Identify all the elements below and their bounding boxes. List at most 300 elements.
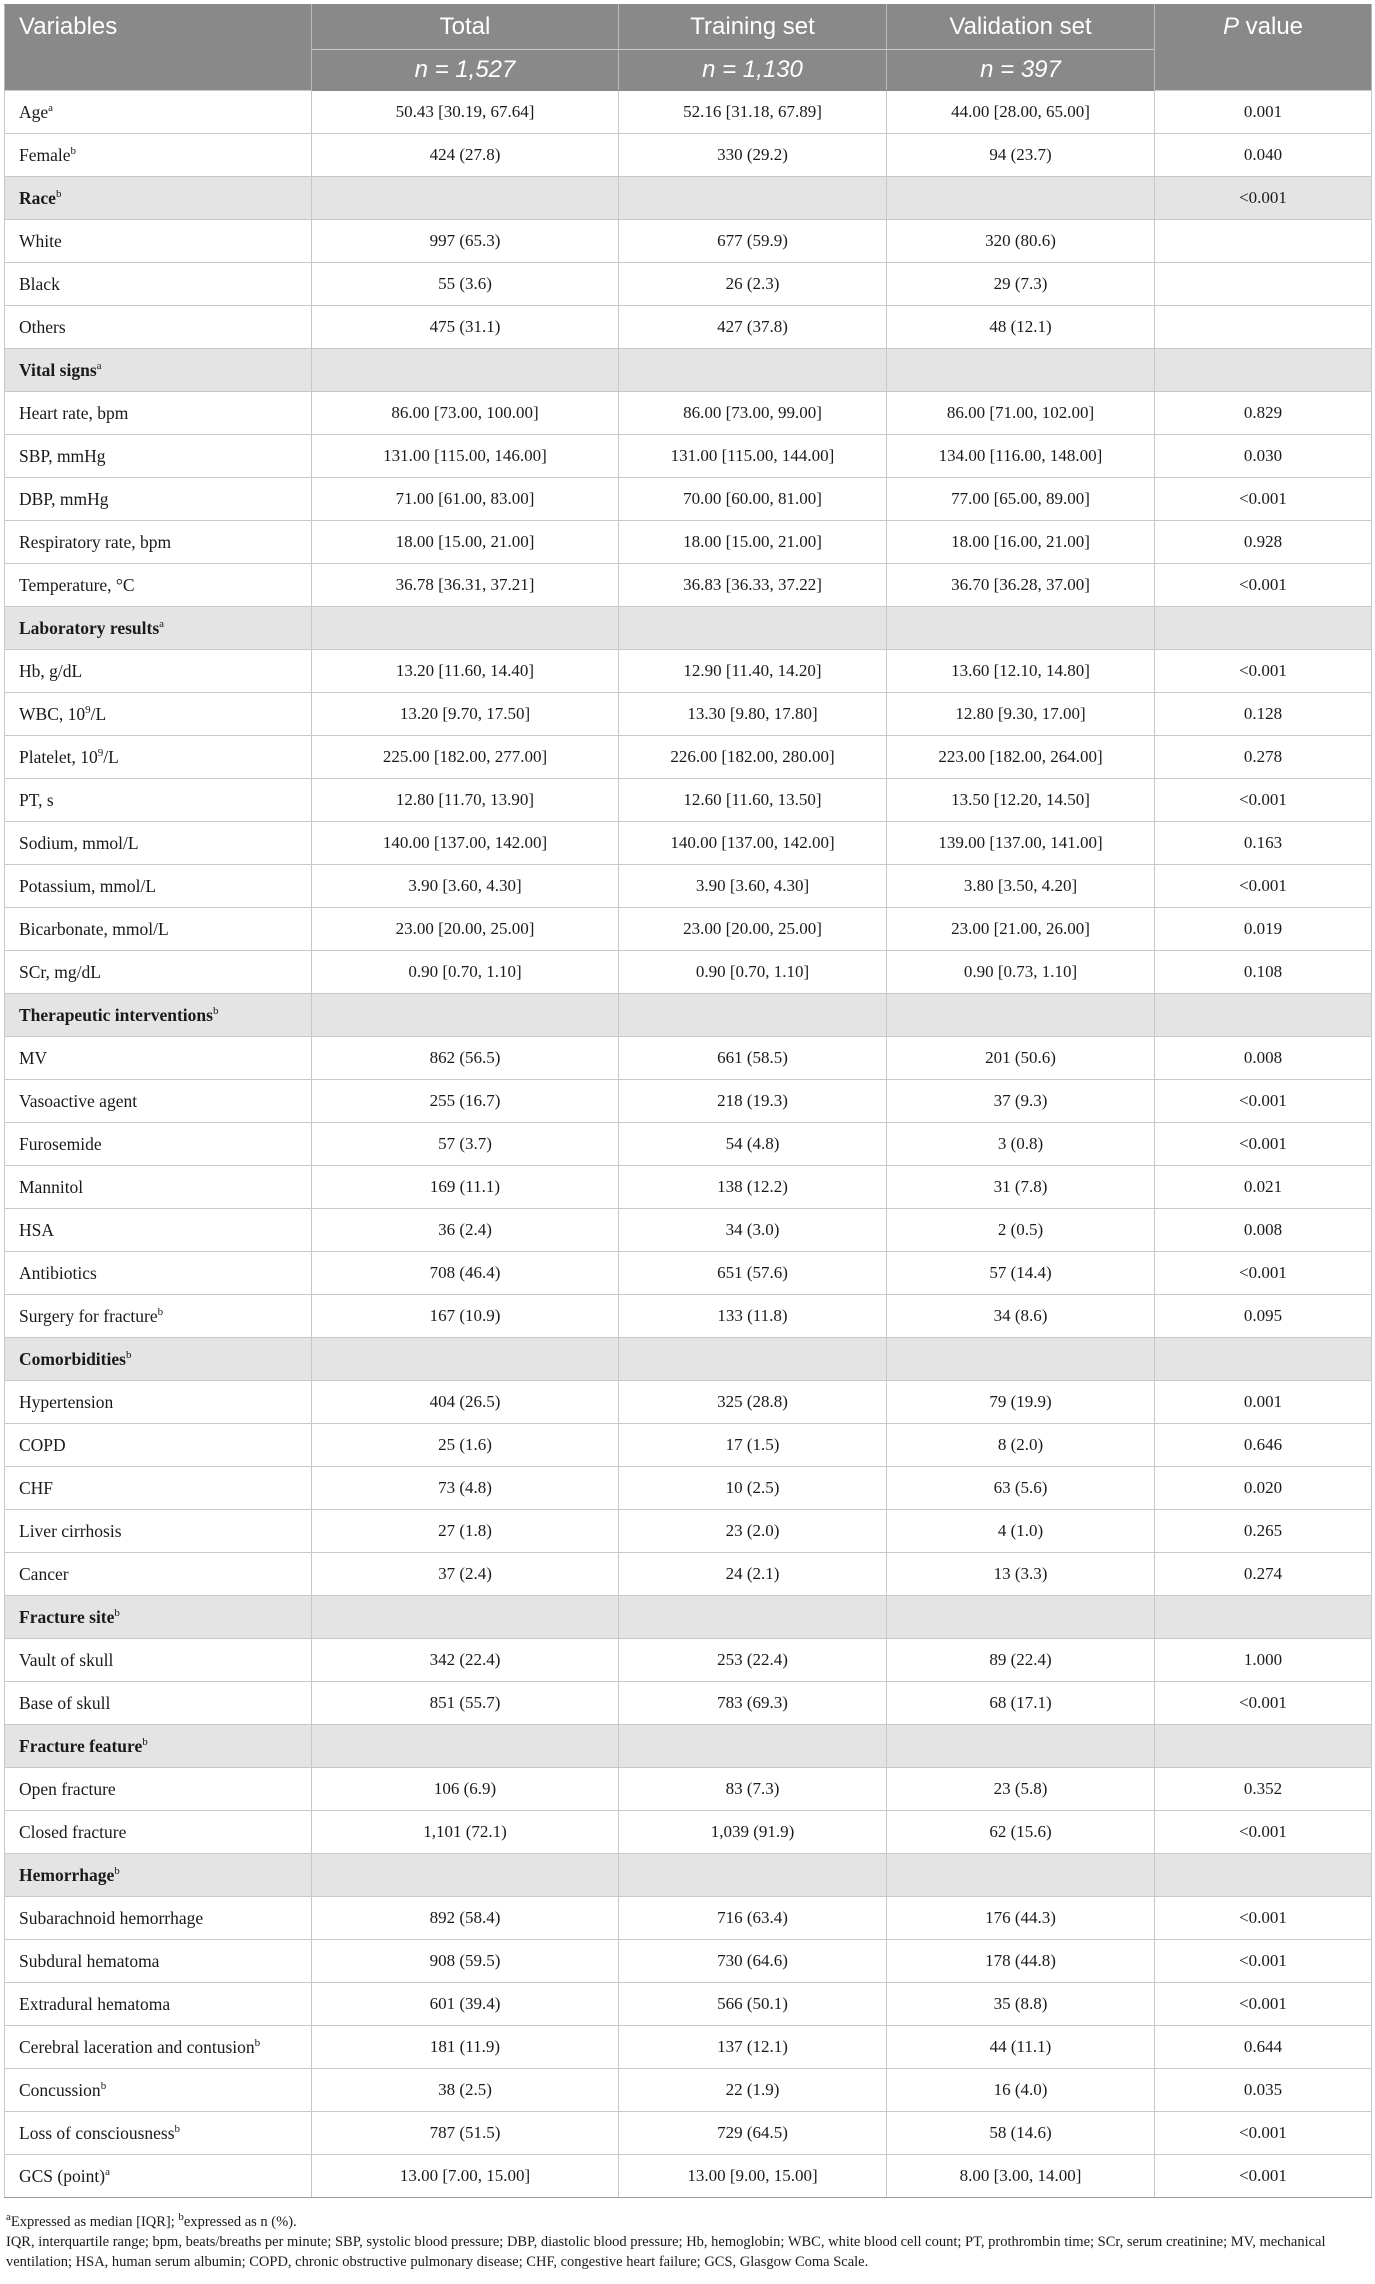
cell-training: 427 (37.8) [619,306,887,349]
row-label-text: Hb, g/dL [19,660,83,681]
cell-validation: 48 (12.1) [887,306,1155,349]
cell-total: 1,101 (72.1) [312,1811,619,1854]
row-label-text: CHF [19,1477,54,1498]
row-label-text: Heart rate, bpm [19,402,129,423]
row-label [5,521,312,564]
cell-total: 225.00 [182.00, 277.00] [312,736,619,779]
cell-validation: 320 (80.6) [887,220,1155,263]
row-label-text: Surgery for fracture [19,1305,158,1326]
baseline-characteristics-table [4,4,1372,2198]
section-row [5,1854,1372,1897]
table-row [5,650,1372,693]
cell-training: 10 (2.5) [619,1467,887,1510]
row-label-text: Temperature, °C [19,574,135,595]
row-label [5,1424,312,1467]
cell-validation: 3.80 [3.50, 4.20] [887,865,1155,908]
cell-training [619,1725,887,1768]
footnote-definitions [6,2212,1371,2232]
cell-training: 3.90 [3.60, 4.30] [619,865,887,908]
cell-total: 3.90 [3.60, 4.30] [312,865,619,908]
footnote-sup-a: a [6,2211,11,2224]
cell-total: 787 (51.5) [312,2112,619,2155]
row-label [5,1252,312,1295]
row-label [5,908,312,951]
row-label [5,1338,312,1381]
row-label [5,1295,312,1338]
cell-p-value: 0.646 [1155,1424,1372,1467]
row-label-text: PT, s [19,789,54,810]
header-p-value [1155,5,1372,91]
cell-validation: 34 (8.6) [887,1295,1155,1338]
cell-p-value [1155,263,1372,306]
cell-p-value: 0.095 [1155,1295,1372,1338]
cell-training: 12.90 [11.40, 14.20] [619,650,887,693]
cell-validation: 44 (11.1) [887,2026,1155,2069]
row-label [5,865,312,908]
table-row [5,1553,1372,1596]
cell-total: 86.00 [73.00, 100.00] [312,392,619,435]
cell-p-value: <0.001 [1155,1811,1372,1854]
row-label-text: Antibiotics [19,1262,97,1283]
cell-validation [887,607,1155,650]
cell-training: 36.83 [36.33, 37.22] [619,564,887,607]
row-label-text: Laboratory results [19,617,160,638]
row-label-superscript: b [254,2036,261,2049]
cell-training: 22 (1.9) [619,2069,887,2112]
cell-total: 37 (2.4) [312,1553,619,1596]
table-row [5,435,1372,478]
cell-training: 730 (64.6) [619,1940,887,1983]
row-label [5,1596,312,1639]
row-label-text: Others [19,316,66,337]
row-label-text: Potassium, mmol/L [19,875,157,896]
cell-training: 651 (57.6) [619,1252,887,1295]
cell-validation: 23.00 [21.00, 26.00] [887,908,1155,951]
row-label-superscript: b [100,2079,107,2092]
cell-training: 70.00 [60.00, 81.00] [619,478,887,521]
cell-total: 71.00 [61.00, 83.00] [312,478,619,521]
cell-training: 26 (2.3) [619,263,887,306]
table-row [5,478,1372,521]
table-row [5,2112,1372,2155]
cell-training: 23 (2.0) [619,1510,887,1553]
row-label-text: MV [19,1047,48,1068]
row-label-superscript: a [96,359,102,372]
row-label [5,779,312,822]
row-label [5,1725,312,1768]
cell-total: 13.00 [7.00, 15.00] [312,2155,619,2198]
cell-validation: 35 (8.8) [887,1983,1155,2026]
cell-total: 23.00 [20.00, 25.00] [312,908,619,951]
row-label [5,1209,312,1252]
cell-p-value: 0.163 [1155,822,1372,865]
table-row [5,908,1372,951]
row-label-text: Subdural hematoma [19,1950,160,1971]
cell-training: 52.16 [31.18, 67.89] [619,91,887,134]
cell-total: 38 (2.5) [312,2069,619,2112]
cell-total: 73 (4.8) [312,1467,619,1510]
row-label-text: Comorbidities [19,1348,126,1369]
cell-training: 131.00 [115.00, 144.00] [619,435,887,478]
cell-training: 218 (19.3) [619,1080,887,1123]
table-row [5,564,1372,607]
cell-validation: 8.00 [3.00, 14.00] [887,2155,1155,2198]
table-row [5,2069,1372,2112]
cell-p-value: <0.001 [1155,779,1372,822]
cell-p-value: <0.001 [1155,1983,1372,2026]
row-label-text: Respiratory rate, bpm [19,531,172,552]
cell-training: 83 (7.3) [619,1768,887,1811]
cell-training: 783 (69.3) [619,1682,887,1725]
cell-validation [887,1596,1155,1639]
row-label-text: Hypertension [19,1391,114,1412]
cell-training [619,607,887,650]
table-row [5,1424,1372,1467]
header-total: Total [312,5,619,50]
row-label [5,1510,312,1553]
row-label-text: Age [19,101,49,122]
row-label-superscript: b [70,144,77,157]
cell-p-value: <0.001 [1155,2112,1372,2155]
row-label [5,91,312,134]
row-label-text: Vault of skull [19,1649,114,1670]
cell-p-value: 0.040 [1155,134,1372,177]
header-n-total: n = 1,527 [312,50,619,91]
cell-total [312,1854,619,1897]
cell-validation: 62 (15.6) [887,1811,1155,1854]
cell-p-value: <0.001 [1155,177,1372,220]
table-footnotes [4,2212,1371,2272]
row-label [5,392,312,435]
cell-validation [887,1854,1155,1897]
cell-total [312,1596,619,1639]
cell-validation: 23 (5.8) [887,1768,1155,1811]
row-label-text: Sodium, mmol/L [19,832,139,853]
cell-total: 997 (65.3) [312,220,619,263]
row-label-superscript: b [142,1735,148,1748]
cell-validation: 13.50 [12.20, 14.50] [887,779,1155,822]
cell-validation: 8 (2.0) [887,1424,1155,1467]
row-label [5,1123,312,1166]
row-label-superscript: b [212,1004,219,1017]
cell-training: 137 (12.1) [619,2026,887,2069]
header-p-rest: value [1238,13,1304,40]
row-label [5,1682,312,1725]
cell-total [312,1725,619,1768]
cell-p-value: <0.001 [1155,1940,1372,1983]
row-label-text: SBP, mmHg [19,445,106,466]
cell-total: 862 (56.5) [312,1037,619,1080]
cell-total: 13.20 [11.60, 14.40] [312,650,619,693]
cell-total: 424 (27.8) [312,134,619,177]
cell-training: 86.00 [73.00, 99.00] [619,392,887,435]
row-label [5,2112,312,2155]
table-row [5,1639,1372,1682]
cell-training [619,177,887,220]
cell-validation [887,994,1155,1037]
row-label [5,134,312,177]
cell-validation: 89 (22.4) [887,1639,1155,1682]
row-label [5,1037,312,1080]
cell-validation [887,1725,1155,1768]
cell-total [312,1338,619,1381]
table-row [5,1467,1372,1510]
row-label [5,994,312,1037]
table-row [5,1940,1372,1983]
header-p-letter: P [1222,13,1239,40]
cell-validation: 223.00 [182.00, 264.00] [887,736,1155,779]
cell-total: 18.00 [15.00, 21.00] [312,521,619,564]
cell-total: 0.90 [0.70, 1.10] [312,951,619,994]
cell-training: 253 (22.4) [619,1639,887,1682]
cell-total: 13.20 [9.70, 17.50] [312,693,619,736]
row-label [5,650,312,693]
cell-training: 566 (50.1) [619,1983,887,2026]
cell-total: 50.43 [30.19, 67.64] [312,91,619,134]
cell-training: 716 (63.4) [619,1897,887,1940]
cell-p-value: <0.001 [1155,2155,1372,2198]
cell-training: 677 (59.9) [619,220,887,263]
row-label-text: Fracture feature [19,1735,143,1756]
row-label [5,220,312,263]
cell-p-value: <0.001 [1155,650,1372,693]
row-label [5,822,312,865]
row-label [5,1940,312,1983]
cell-total: 27 (1.8) [312,1510,619,1553]
row-label-text: Bicarbonate, mmol/L [19,918,169,939]
cell-validation: 57 (14.4) [887,1252,1155,1295]
cell-p-value: <0.001 [1155,1897,1372,1940]
row-label-superscript: b [157,1305,164,1318]
row-label [5,1166,312,1209]
table-row [5,1037,1372,1080]
row-label [5,693,312,736]
cell-validation: 79 (19.9) [887,1381,1155,1424]
cell-total: 255 (16.7) [312,1080,619,1123]
cell-total: 181 (11.9) [312,2026,619,2069]
table-row [5,1123,1372,1166]
footnote-b-text: expressed as n (%). [183,2214,297,2230]
cell-validation: 4 (1.0) [887,1510,1155,1553]
row-label [5,2026,312,2069]
row-label-text: Hemorrhage [19,1864,115,1885]
table-row [5,736,1372,779]
cell-training: 34 (3.0) [619,1209,887,1252]
cell-p-value: 0.001 [1155,91,1372,134]
cell-p-value: 1.000 [1155,1639,1372,1682]
row-label [5,306,312,349]
row-label-text: SCr, mg/dL [19,961,101,982]
cell-total: 25 (1.6) [312,1424,619,1467]
cell-p-value [1155,306,1372,349]
section-row [5,994,1372,1037]
cell-total: 475 (31.1) [312,306,619,349]
table-row [5,521,1372,564]
cell-validation: 134.00 [116.00, 148.00] [887,435,1155,478]
row-label [5,177,312,220]
cell-validation: 139.00 [137.00, 141.00] [887,822,1155,865]
header-n-training: n = 1,130 [619,50,887,91]
footnote-abbreviations: IQR, interquartile range; bpm, beats/breaths per minute; SBP, systolic blood pressure; DBP, diastolic blood pressure; Hb, hemoglobin; WBC, white blood cell count; PT, prothrombin time; SCr, serum creatinine; MV, mechanical ventilation; HSA, human serum albumin; COPD, chronic obstructive pulmonary disease; CHF, congestive heart failure; GCS, Glasgow Coma Scale. [6,2234,1326,2270]
table-row [5,1897,1372,1940]
row-label [5,736,312,779]
cell-validation: 3 (0.8) [887,1123,1155,1166]
cell-training: 330 (29.2) [619,134,887,177]
cell-validation: 13.60 [12.10, 14.80] [887,650,1155,693]
cell-validation: 37 (9.3) [887,1080,1155,1123]
header-n-validation: n = 397 [887,50,1155,91]
cell-p-value: 0.019 [1155,908,1372,951]
table-row [5,1983,1372,2026]
cell-p-value: 0.020 [1155,1467,1372,1510]
row-label [5,1811,312,1854]
cell-p-value: 0.001 [1155,1381,1372,1424]
cell-p-value: 0.035 [1155,2069,1372,2112]
row-label-text: Race [19,187,56,208]
cell-validation [887,1338,1155,1381]
table-row [5,1209,1372,1252]
row-label-text: Fracture site [19,1606,115,1627]
cell-training: 140.00 [137.00, 142.00] [619,822,887,865]
row-label [5,478,312,521]
row-label-superscript: a [105,2165,110,2178]
table-row [5,1811,1372,1854]
row-label [5,1854,312,1897]
cell-p-value: 0.278 [1155,736,1372,779]
cell-p-value: 0.021 [1155,1166,1372,1209]
cell-training: 325 (28.8) [619,1381,887,1424]
row-label-text: HSA [19,1219,55,1240]
cell-validation: 86.00 [71.00, 102.00] [887,392,1155,435]
cell-total: 55 (3.6) [312,263,619,306]
row-label [5,263,312,306]
row-label-superscript: b [174,2122,181,2135]
table-row [5,1295,1372,1338]
header-validation: Validation set [887,5,1155,50]
cell-total: 404 (26.5) [312,1381,619,1424]
cell-p-value [1155,1596,1372,1639]
cell-total: 708 (46.4) [312,1252,619,1295]
row-label-text: Furosemide [19,1133,102,1154]
cell-total: 12.80 [11.70, 13.90] [312,779,619,822]
table-row [5,951,1372,994]
table-row [5,2155,1372,2198]
row-label [5,2155,312,2198]
row-label-superscript: 9 [85,703,91,716]
row-label-superscript: b [114,1864,120,1877]
row-label-text: Concussion [19,2079,101,2100]
row-label [5,1080,312,1123]
table-row [5,1381,1372,1424]
row-label-text: DBP, mmHg [19,488,109,509]
cell-total: 36.78 [36.31, 37.21] [312,564,619,607]
row-label-suffix: /L [90,703,107,724]
cell-total: 169 (11.1) [312,1166,619,1209]
cell-p-value: <0.001 [1155,1682,1372,1725]
cell-validation: 31 (7.8) [887,1166,1155,1209]
row-label-text: Liver cirrhosis [19,1520,122,1541]
row-label-text: Base of skull [19,1692,111,1713]
row-label [5,1768,312,1811]
row-label-text: Cerebral laceration and contusion [19,2036,255,2057]
table-row [5,1510,1372,1553]
cell-validation [887,349,1155,392]
footnote-a-text: Expressed as median [IQR]; [10,2214,179,2230]
cell-total [312,607,619,650]
table-body [5,91,1372,2198]
cell-validation: 18.00 [16.00, 21.00] [887,521,1155,564]
cell-training: 729 (64.5) [619,2112,887,2155]
cell-validation: 176 (44.3) [887,1897,1155,1940]
row-label-superscript: b [55,187,62,200]
cell-validation: 68 (17.1) [887,1682,1155,1725]
cell-p-value: 0.352 [1155,1768,1372,1811]
table-row [5,91,1372,134]
cell-validation: 44.00 [28.00, 65.00] [887,91,1155,134]
cell-training: 13.00 [9.00, 15.00] [619,2155,887,2198]
cell-total: 601 (39.4) [312,1983,619,2026]
row-label-superscript: b [114,1606,120,1619]
cell-validation: 29 (7.3) [887,263,1155,306]
cell-p-value [1155,1725,1372,1768]
cell-total: 167 (10.9) [312,1295,619,1338]
table-header [5,5,1372,91]
cell-p-value: 0.030 [1155,435,1372,478]
row-label-text: Black [19,273,60,294]
table-row [5,263,1372,306]
cell-validation: 0.90 [0.73, 1.10] [887,951,1155,994]
cell-training: 17 (1.5) [619,1424,887,1467]
cell-training: 54 (4.8) [619,1123,887,1166]
table-row [5,779,1372,822]
cell-training: 133 (11.8) [619,1295,887,1338]
table-row [5,1166,1372,1209]
cell-training: 138 (12.2) [619,1166,887,1209]
cell-total: 57 (3.7) [312,1123,619,1166]
cell-total: 131.00 [115.00, 146.00] [312,435,619,478]
table-row [5,865,1372,908]
cell-training: 12.60 [11.60, 13.50] [619,779,887,822]
row-label [5,1553,312,1596]
row-label-text: Platelet, 10 [19,746,98,767]
cell-validation: 2 (0.5) [887,1209,1155,1252]
row-label-text: White [19,230,62,251]
cell-p-value: 0.108 [1155,951,1372,994]
row-label-text: Extradural hematoma [19,1993,171,2014]
cell-validation: 36.70 [36.28, 37.00] [887,564,1155,607]
cell-training [619,1338,887,1381]
row-label [5,1639,312,1682]
cell-p-value [1155,607,1372,650]
cell-total: 342 (22.4) [312,1639,619,1682]
row-label-superscript: a [48,101,54,114]
cell-total: 851 (55.7) [312,1682,619,1725]
row-label [5,1381,312,1424]
cell-p-value [1155,1854,1372,1897]
row-label [5,564,312,607]
cell-validation: 58 (14.6) [887,2112,1155,2155]
cell-p-value: 0.128 [1155,693,1372,736]
cell-total [312,349,619,392]
row-label-text: Female [19,144,71,165]
cell-p-value: <0.001 [1155,865,1372,908]
row-label [5,1897,312,1940]
table-row [5,220,1372,263]
table-row [5,1682,1372,1725]
row-label [5,607,312,650]
row-label-text: WBC, 10 [19,703,86,724]
cell-p-value: <0.001 [1155,564,1372,607]
